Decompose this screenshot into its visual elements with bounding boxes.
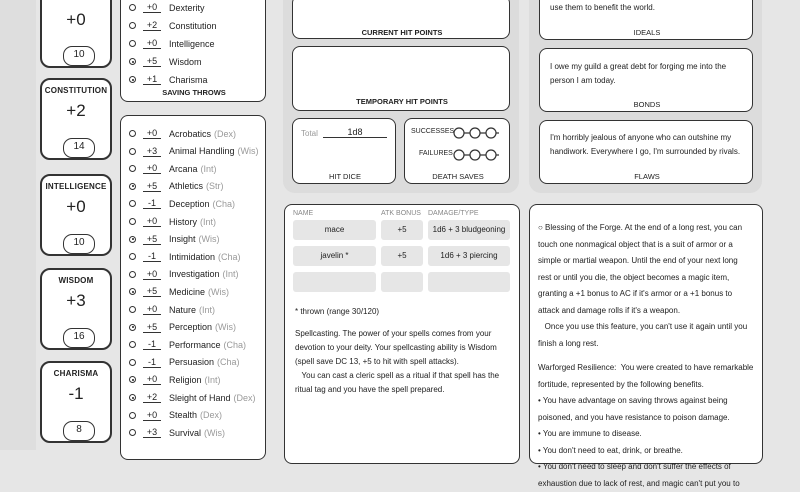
feature-line: Once you use this feature, you can't use it again until you [538,319,762,336]
saving-throw-label: Charisma [169,75,208,85]
proficiency-radio[interactable] [129,412,136,419]
skills-panel [120,115,266,460]
ability-modifier: -1 [42,384,110,404]
skill-label: Investigation [169,269,220,279]
ability-name: WISDOM [42,276,110,285]
ability-score[interactable]: 14 [63,138,95,158]
attack-note-line: Spellcasting. The power of your spells comes from your [295,327,515,341]
skill-ability: (Cha) [224,340,247,350]
skill-row[interactable] [129,179,224,194]
skill-label: History [169,217,197,227]
attack-note-line: You can cast a cleric spell as a ritual if that spell has the [295,369,515,383]
proficiency-radio[interactable] [129,4,136,11]
skill-label: Performance [169,340,221,350]
bonds-line-1: I owe my guild a great debt for forging me into the [550,60,726,74]
attack-name-field[interactable] [293,272,376,292]
saving-throw-row[interactable] [129,72,208,87]
skill-value: -1 [143,198,161,209]
skill-label: Deception [169,199,210,209]
proficiency-radio[interactable] [129,341,136,348]
attack-note-line: * thrown (range 30/120) [295,305,515,319]
successes-label: SUCCESSES [411,128,454,135]
feature-line: ○ Blessing of the Forge. At the end of a long rest, you can [538,220,762,237]
hit-dice-total-value[interactable]: 1d8 [323,127,387,138]
flaws-line-2: handiwork. Everywhere I go, I'm surrounded by rivals. [550,145,740,159]
attack-damage-field[interactable]: 1d6 + 3 piercing [428,246,510,266]
skill-ability: (Int) [200,217,216,227]
skill-row[interactable] [129,249,241,264]
skill-ability: (Wis) [238,146,259,156]
skill-row[interactable] [129,355,240,370]
skill-label: Arcana [169,164,198,174]
feature-line: fortitude, represented by the following benefits. [538,377,762,394]
skill-label: Athletics [169,181,203,191]
skill-value: +5 [143,286,161,297]
proficiency-radio[interactable] [129,148,136,155]
skill-row[interactable] [129,320,236,335]
skill-row[interactable] [129,337,246,352]
current-hp-label: CURRENT HIT POINTS [293,28,511,37]
skill-row[interactable] [129,267,239,282]
feature-line: exhaustion due to lack of rest, and magic can't put you to [538,476,762,492]
skill-ability: (Cha) [218,252,241,262]
saving-throw-value: +0 [143,38,161,49]
skill-label: Insight [169,234,196,244]
feature-line [538,352,762,360]
feature-line: touch one nonmagical object that is a suit of armor or a [538,237,762,254]
attacks-panel [284,204,520,464]
ability-box [40,78,112,160]
skill-value: +5 [143,234,161,245]
skill-row[interactable] [129,214,216,229]
skill-ability: (Int) [223,269,239,279]
skill-value: +5 [143,322,161,333]
death-saves-label: DEATH SAVES [405,172,511,181]
proficiency-radio[interactable] [129,58,136,65]
proficiency-radio[interactable] [129,183,136,190]
ability-score[interactable]: 8 [63,421,95,441]
attack-name-header: NAME [293,210,313,217]
attack-bonus-field[interactable] [381,272,423,292]
ability-box [40,0,112,68]
attack-note-line [295,319,515,327]
hit-dice-label: HIT DICE [293,172,397,181]
success-checkboxes [454,128,499,138]
skill-label: Intimidation [169,252,215,262]
saving-throw-row[interactable] [129,0,205,15]
proficiency-radio[interactable] [129,200,136,207]
feature-line: • You don't need to sleep and don't suffer the effects of [538,459,762,476]
attack-notes [295,305,515,397]
ability-box [40,361,112,443]
features-panel [529,204,763,464]
left-border-strip [0,0,36,450]
skill-ability: (Int) [199,305,215,315]
feature-line: rest or until you die, the object becomes a magic item, [538,270,762,287]
saving-throw-row[interactable] [129,54,202,69]
skill-label: Acrobatics [169,129,211,139]
proficiency-radio[interactable] [129,288,136,295]
failures-label: FAILURES [419,150,453,157]
feature-line: Warforged Resilience: You were created to have remarkable [538,360,762,377]
death-save-checkboxes[interactable] [453,125,505,165]
skill-value: +5 [143,181,161,192]
skill-label: Medicine [169,287,205,297]
skill-row[interactable] [129,144,259,159]
saving-throws-panel [120,0,266,102]
ability-box [40,268,112,350]
skill-ability: (Dex) [234,393,256,403]
saving-throw-label: Wisdom [169,57,202,67]
proficiency-radio[interactable] [129,40,136,47]
skill-ability: (Wis) [208,287,229,297]
saving-throws-title: SAVING THROWS [121,88,267,97]
skill-value: +3 [143,146,161,157]
current-hp-box[interactable] [292,0,510,39]
skill-row[interactable] [129,408,222,423]
skill-ability: (Cha) [217,357,240,367]
feature-line: • You have advantage on saving throws against being [538,393,762,410]
ability-name: INTELLIGENCE [42,182,110,191]
proficiency-radio[interactable] [129,306,136,313]
feature-line: • You don't need to eat, drink, or breathe. [538,443,762,460]
skill-ability: (Wis) [215,322,236,332]
features-text [538,220,762,492]
saving-throw-row[interactable] [129,36,215,51]
skill-value: +0 [143,374,161,385]
ability-box [40,174,112,256]
ability-score[interactable]: 10 [63,234,95,254]
proficiency-radio[interactable] [129,324,136,331]
skill-value: -1 [143,251,161,262]
attack-bonus-field[interactable]: +5 [381,246,423,266]
skill-ability: (Dex) [200,410,222,420]
failure-checkboxes [454,150,499,160]
skill-ability: (Cha) [213,199,236,209]
temp-hp-label: TEMPORARY HIT POINTS [293,97,511,106]
skill-label: Persuasion [169,357,214,367]
flaws-label: FLAWS [540,172,754,181]
proficiency-radio[interactable] [129,271,136,278]
saving-throw-label: Intelligence [169,39,215,49]
bonds-box[interactable] [539,48,753,112]
proficiency-radio[interactable] [129,218,136,225]
feature-line: attack and damage rolls if it's a weapon. [538,303,762,320]
skill-label: Nature [169,305,196,315]
proficiency-radio[interactable] [129,253,136,260]
attack-note-line: (spell save DC 13, +5 to hit with spell attacks). [295,355,515,369]
skill-ability: (Int) [205,375,221,385]
saving-throw-value: +0 [143,2,161,13]
attack-damage-header: DAMAGE/TYPE [428,210,479,217]
skill-row[interactable] [129,126,236,141]
hit-dice-total-label: Total [301,129,318,138]
skill-value: +0 [143,304,161,315]
ability-score[interactable]: 16 [63,328,95,348]
bonds-label: BONDS [540,100,754,109]
proficiency-radio[interactable] [129,130,136,137]
skill-label: Animal Handling [169,146,235,156]
skill-label: Religion [169,375,202,385]
attack-bonus-field[interactable]: +5 [381,220,423,240]
ability-modifier: +0 [42,197,110,217]
skill-value: +0 [143,216,161,227]
ideals-label: IDEALS [540,28,754,37]
attack-name-field[interactable]: javelin * [293,246,376,266]
skill-row[interactable] [129,196,235,211]
proficiency-radio[interactable] [129,394,136,401]
skill-label: Perception [169,322,212,332]
skill-row[interactable] [129,161,217,176]
ability-modifier: +3 [42,291,110,311]
saving-throw-value: +2 [143,20,161,31]
skill-value: +3 [143,427,161,438]
skill-row[interactable] [129,232,220,247]
skill-value: +0 [143,128,161,139]
saving-throw-row[interactable] [129,18,217,33]
ability-modifier: +0 [42,10,110,30]
skill-ability: (Wis) [204,428,225,438]
skill-value: +0 [143,269,161,280]
feature-line: simple or martial weapon. Until the end of your next long [538,253,762,270]
skill-value: +0 [143,163,161,174]
skill-value: -1 [143,357,161,368]
skill-label: Survival [169,428,201,438]
skill-value: +2 [143,392,161,403]
proficiency-radio[interactable] [129,165,136,172]
saving-throw-value: +1 [143,74,161,85]
saving-throw-label: Dexterity [169,3,205,13]
ability-modifier: +2 [42,101,110,121]
skill-ability: (Int) [201,164,217,174]
skill-ability: (Wis) [199,234,220,244]
ability-name: CONSTITUTION [42,86,110,95]
proficiency-radio[interactable] [129,236,136,243]
ideals-box[interactable] [539,0,753,40]
skill-row[interactable] [129,390,256,405]
attack-bonus-header: ATK BONUS [381,210,421,217]
saving-throw-value: +5 [143,56,161,67]
flaws-line-1: I'm horribly jealous of anyone who can outshine my [550,131,731,145]
skill-value: -1 [143,339,161,350]
death-saves-box [404,118,510,184]
attack-damage-field[interactable] [428,272,510,292]
attack-note-line: devotion to your deity. Your spellcasting ability is Wisdom [295,341,515,355]
skill-row[interactable] [129,425,225,440]
skill-row[interactable] [129,302,215,317]
skill-value: +0 [143,410,161,421]
proficiency-radio[interactable] [129,76,136,83]
feature-line: finish a long rest. [538,336,762,353]
skill-label: Sleight of Hand [169,393,231,403]
proficiency-radio[interactable] [129,359,136,366]
ideals-text: use them to benefit the world. [550,1,655,15]
skill-row[interactable] [129,284,229,299]
proficiency-radio[interactable] [129,429,136,436]
attack-name-field[interactable]: mace [293,220,376,240]
ability-score[interactable]: 10 [63,46,95,66]
proficiency-radio[interactable] [129,376,136,383]
feature-line: granting a +1 bonus to AC if it's armor or a +1 bonus to [538,286,762,303]
flaws-box[interactable] [539,120,753,184]
hit-dice-box [292,118,396,184]
feature-line: • You are immune to disease. [538,426,762,443]
ability-name: CHARISMA [42,369,110,378]
skill-ability: (Str) [206,181,224,191]
skill-label: Stealth [169,410,197,420]
skill-ability: (Dex) [214,129,236,139]
skill-row[interactable] [129,372,221,387]
feature-line: poisoned, and you have resistance to poison damage. [538,410,762,427]
attack-damage-field[interactable]: 1d6 + 3 bludgeoning [428,220,510,240]
bonds-line-2: person I am today. [550,74,616,88]
proficiency-radio[interactable] [129,22,136,29]
attack-note-line: ritual tag and you have the spell prepared. [295,383,515,397]
saving-throw-label: Constitution [169,21,217,31]
temp-hp-box[interactable] [292,46,510,111]
